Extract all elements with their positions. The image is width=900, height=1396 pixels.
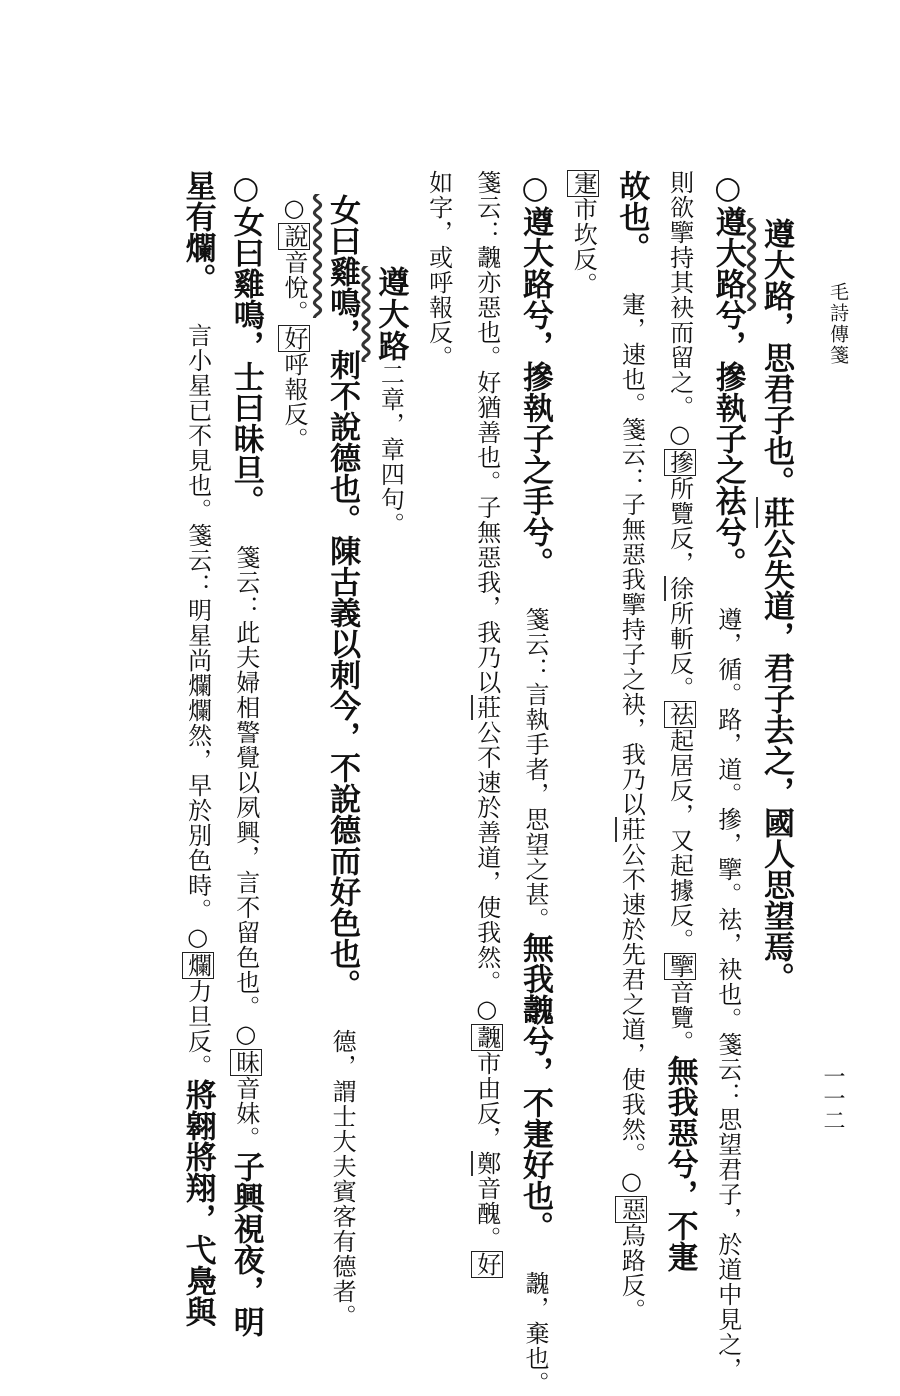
main-text: 子興視夜，明 — [227, 1151, 264, 1337]
text-column — [655, 170, 703, 1305]
text-column — [414, 170, 462, 1305]
main-text: 星有爛。 — [179, 170, 216, 294]
vertical-text-body — [173, 170, 800, 1396]
commentary-text: 音醜。 — [472, 1176, 501, 1251]
text-column — [270, 170, 318, 1305]
commentary-text: 所斬反。 — [665, 601, 694, 701]
text-column — [752, 170, 800, 1305]
commentary-text: 箋云：此夫婦相警覺以夙興，言不留色也。○ — [231, 516, 260, 1049]
commentary-text: 箋云：魗亦惡也。好猶善也。子無惡我，我乃以 — [472, 170, 501, 695]
commentary-text: 遵，循。路，道。摻，擥。祛，袂也。箋云：思望君子，於道中見之， — [713, 578, 742, 1382]
commentary-text: 言小星已不見也。箋云：明星尚爛爛然，早於別色時。○ — [183, 294, 212, 952]
commentary-text: 起居反，又起據反。 — [665, 728, 694, 953]
commentary-text: 呼報反。 — [279, 352, 308, 452]
main-text: 遵大路 — [758, 218, 794, 311]
commentary-text: ○ — [279, 194, 308, 223]
pronunciation-head-char: 說 — [279, 224, 308, 249]
commentary-text: 遵大路 — [372, 266, 409, 362]
text-column — [607, 170, 655, 1323]
pronunciation-head-char: 祛 — [665, 702, 694, 727]
running-head: 毛詩傳箋 — [827, 282, 849, 366]
main-text: ，刺不說德也。陳古義以刺今，不說德而好色也。 — [324, 318, 361, 1000]
main-text: ，思君子也。 — [758, 311, 794, 497]
commentary-text: 音覽。 — [665, 980, 694, 1055]
commentary-text: 莊 — [617, 817, 646, 842]
commentary-text: 市坎反。 — [569, 197, 598, 297]
pronunciation-head-char: 爛 — [183, 953, 212, 978]
main-text: 無我惡兮，不寁 — [661, 1055, 698, 1272]
commentary-text: 如字，或呼報反。 — [424, 170, 453, 370]
commentary-text: 公不速於善道，使我然。○ — [472, 720, 501, 1024]
main-text: 將翱將翔，弋鳧與 — [179, 1079, 216, 1327]
commentary-text: 公不速於先君之道，使我然。○ — [617, 842, 646, 1196]
commentary-text: 寁，速也。箋云：子無惡我擥持子之袂，我乃以 — [617, 263, 646, 817]
commentary-text: 則欲擥持其袂而留之。○ — [665, 170, 694, 449]
text-column — [463, 170, 511, 1305]
pronunciation-head-char: 昧 — [231, 1050, 260, 1075]
commentary-text: 魗，棄也。 — [520, 1242, 549, 1396]
main-text: 公失道，君子去之，國人思望焉。 — [758, 528, 794, 993]
commentary-text: 音妹。 — [231, 1076, 260, 1151]
main-text: 無我魗兮，不寁好也。 — [516, 932, 553, 1242]
text-column — [173, 170, 221, 1327]
commentary-text: 力旦反。 — [183, 979, 212, 1079]
text-column — [559, 170, 607, 1305]
main-text: 莊 — [758, 497, 794, 528]
pronunciation-head-char: 摻 — [665, 450, 694, 475]
text-column — [222, 170, 270, 1337]
commentary-text: 二章，章四句。 — [376, 362, 405, 537]
commentary-text: 鄭 — [472, 1151, 501, 1176]
text-column — [318, 170, 366, 1329]
commentary-text: 所覽反， — [665, 476, 694, 576]
commentary-text: 音悅。 — [279, 250, 308, 325]
commentary-text: 箋云：言執手者，思望之甚。 — [520, 578, 549, 932]
main-text: ○遵大路兮，摻執子之祛兮。 — [709, 170, 746, 578]
pronunciation-head-char: 魗 — [472, 1025, 501, 1050]
text-column — [366, 170, 414, 1305]
commentary-text: 市由反， — [472, 1051, 501, 1151]
main-text: ○遵大路兮，摻執子之手兮。 — [516, 170, 553, 578]
main-text: 女曰雞鳴 — [324, 194, 361, 318]
main-text: 故也。 — [613, 170, 650, 263]
pronunciation-head-char: 好 — [472, 1252, 501, 1277]
pronunciation-head-char: 寁 — [569, 171, 598, 196]
pronunciation-head-char: 好 — [279, 326, 308, 351]
commentary-text: 烏路反。 — [617, 1223, 646, 1323]
commentary-text: 莊 — [472, 695, 501, 720]
pronunciation-head-char: 惡 — [617, 1197, 646, 1222]
commentary-text: 徐 — [665, 576, 694, 601]
page-number: 一一二 — [820, 1065, 845, 1131]
commentary-text: 德，謂士大夫賓客有德者。 — [328, 1000, 357, 1329]
text-column — [704, 170, 752, 1382]
pronunciation-head-char: 擥 — [665, 954, 694, 979]
main-text: ○女曰雞鳴，士曰昧旦。 — [227, 170, 264, 516]
text-column — [511, 170, 559, 1396]
